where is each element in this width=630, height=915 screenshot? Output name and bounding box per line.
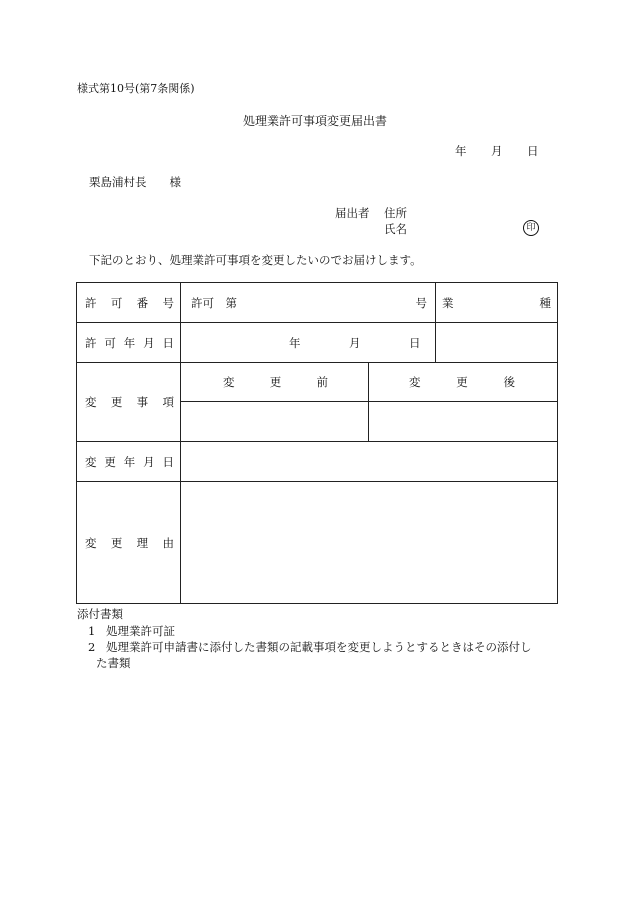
permit-prefix: 許可 第: [191, 295, 237, 310]
permit-date-label: 許 可 年 月 日: [77, 323, 181, 363]
form-id: 様式第10号(第7条関係): [77, 82, 195, 95]
after-change-field[interactable]: [369, 402, 558, 442]
before-change-field[interactable]: [181, 402, 369, 442]
change-form-table: [76, 282, 558, 604]
permit-number-label: 許 可 番 号: [77, 283, 181, 323]
permit-number-field[interactable]: [181, 283, 436, 323]
before-change-header: 変 更 前: [181, 363, 369, 402]
change-date-field[interactable]: [181, 442, 558, 482]
attachment-item: 1 処理業許可証: [88, 624, 175, 638]
seal-icon: 印: [523, 220, 539, 236]
date-day: 日: [527, 144, 539, 158]
attachment-item: 2 処理業許可申請書に添付した書類の記載事項を変更しようとするときはその添付し: [88, 640, 532, 654]
permit-suffix: 号: [415, 295, 427, 310]
change-items-label: 変 更 事 項: [77, 363, 181, 442]
business-type-cell[interactable]: 業 種: [436, 283, 558, 323]
change-reason-field[interactable]: [181, 482, 558, 604]
date-month: 月: [491, 144, 503, 158]
change-reason-label: 変 更 理 由: [77, 482, 181, 604]
business-type-field[interactable]: [436, 323, 558, 363]
page-title: 処理業許可事項変更届出書: [242, 114, 387, 128]
permit-date-field[interactable]: 年 月 日: [181, 323, 436, 363]
change-date-label: 変 更 年 月 日: [77, 442, 181, 482]
date-year: 年: [455, 144, 467, 158]
submission-date: [455, 146, 539, 158]
attachments-heading: 添付書類: [77, 607, 123, 621]
address-label: 住所: [384, 206, 407, 220]
attachment-item-continuation: た書類: [96, 656, 131, 670]
name-label: 氏名: [384, 222, 407, 236]
addressee: 栗島浦村長 様: [89, 175, 181, 189]
after-change-header: 変 更 後: [369, 363, 558, 402]
statement-text: 下記のとおり、処理業許可事項を変更したいのでお届けします。: [89, 253, 422, 267]
applicant-label: 届出者: [335, 206, 370, 220]
